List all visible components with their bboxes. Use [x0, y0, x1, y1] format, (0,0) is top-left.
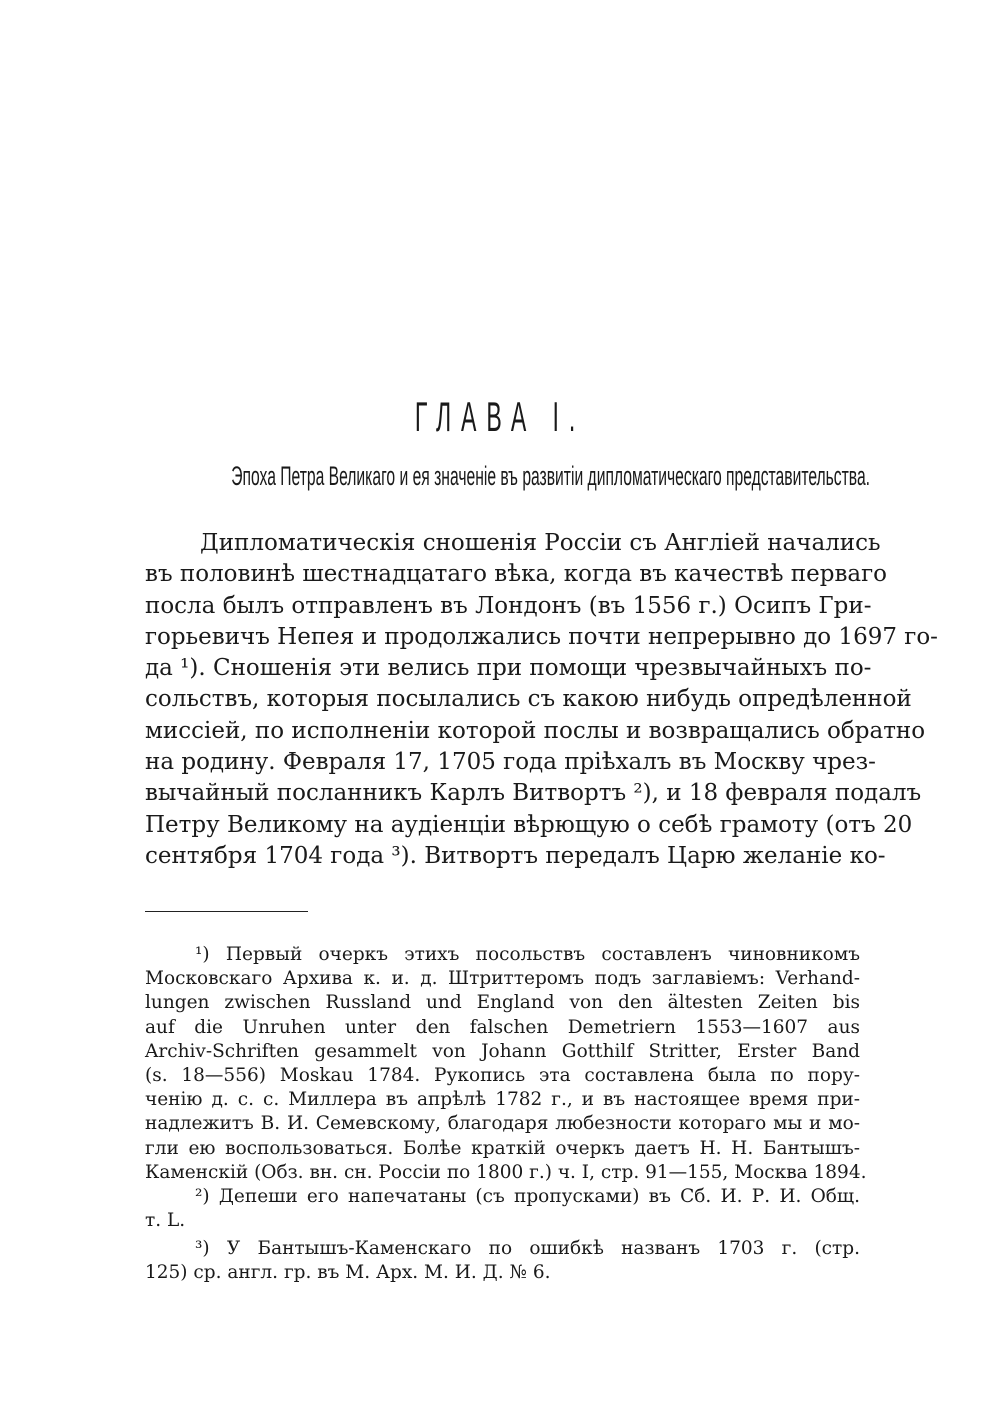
body-line: горьевичъ Непея и продолжались почти непрерывно до 1697 го-	[145, 623, 938, 650]
footnotes	[145, 943, 867, 1286]
body-line: Дипломатическія сношенія Россіи съ Англіей начались	[200, 530, 881, 556]
body-line: въ половинѣ шестнадцатаго вѣка, когда въ качествѣ перваго	[145, 561, 888, 588]
footnote-line: auf die Unruhen unter den falschen Demetriern 1553—1607 aus	[145, 1016, 860, 1038]
body-line: посла былъ отправленъ въ Лондонъ (въ 1556 г.) Осипъ Гри-	[145, 592, 872, 619]
chapter-subtitle-text: Эпоха Петра Великаго и ея значеніе въ развитіи дипломатическаго представительства.	[231, 461, 871, 491]
footnote-line: (s. 18—556) Moskau 1784. Рукопись эта составлена была по пору-	[145, 1064, 860, 1086]
body-line: сольствъ, которыя посылались съ какою нибудь опредѣленной	[145, 686, 912, 713]
body-line: вычайный посланникъ Карлъ Витвортъ ²), и 18 февраля подалъ	[145, 780, 922, 807]
body-line: да ¹). Сношенія эти велись при помощи чрезвычайныхъ по-	[145, 655, 872, 682]
footnote-line: ³) У Бантышъ-Каменскаго по ошибкѣ названъ 1703 г. (стр.	[195, 1238, 860, 1260]
chapter-subtitle	[0, 461, 1000, 492]
footnote-line: гли ею воспользоваться. Болѣе краткій очеркъ даетъ Н. Н. Бантышъ-	[145, 1137, 860, 1159]
footnote-line: Archiv-Schriften gesammelt von Johann Gotthilf Stritter, Erster Band	[145, 1040, 860, 1062]
footnote-line: Каменскій (Обз. вн. сн. Россіи по 1800 г.) ч. I, стр. 91—155, Москва 1894.	[145, 1161, 867, 1183]
footnote-line: 125) ср. англ. гр. въ М. Арх. М. И. Д. № 6.	[145, 1262, 551, 1284]
body-line: Петру Великому на аудіенціи вѣрющую о себѣ грамоту (отъ 20	[145, 811, 913, 838]
footnote-line: lungen zwischen Russland und England von den ältesten Zeiten bis	[145, 992, 860, 1014]
footnote-divider	[145, 911, 308, 912]
footnote-line: т. L.	[145, 1210, 186, 1232]
footnote-line: ченію д. с. с. Миллера въ апрѣлѣ 1782 г., и въ настоящее время при-	[145, 1089, 860, 1111]
footnote-line: Московскаго Архива к. и. д. Штриттеромъ подъ заглавіемъ: Verhand-	[145, 968, 860, 990]
body-line: сентября 1704 года ³). Витвортъ передалъ Царю желаніе ко-	[145, 842, 886, 869]
body-line: на родину. Февраля 17, 1705 года пріѣхалъ въ Москву чрез-	[145, 749, 876, 776]
body-paragraph	[145, 528, 938, 872]
footnote-line: надлежитъ В. И. Семевскому, благодаря любезности котораго мы и мо-	[145, 1113, 860, 1135]
footnote-line: ²) Депеши его напечатаны (съ пропусками) въ Сб. И. Р. И. Общ.	[195, 1185, 860, 1207]
chapter-title: ГЛАВА I.	[414, 393, 586, 440]
body-line: миссіей, по исполненіи которой послы и возвращались обратно	[145, 717, 926, 744]
footnote-line: ¹) Первый очеркъ этихъ посольствъ составленъ чиновникомъ	[195, 944, 860, 965]
